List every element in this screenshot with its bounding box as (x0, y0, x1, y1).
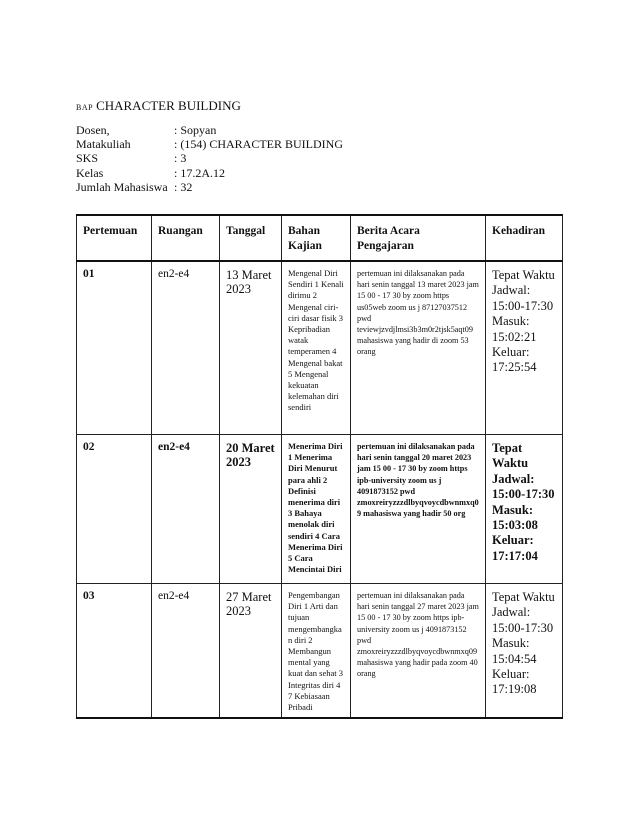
cell-berita-acara: pertemuan ini dilaksanakan pada hari senin tanggal 27 maret 2023 jam 15 00 - 17 30 by zoom https ipb-university zoom us j 4091873152 pwd zmoxreiryzzzdlbyqvoycdbwnmxq09 mahasiswa yang hadir pada zoom 40 orang (351, 584, 486, 719)
meta-value: : 17.2A.12 (174, 165, 225, 180)
meta-key: Matakuliah (76, 137, 131, 152)
header-tanggal: Tanggal (220, 215, 282, 261)
title-text: CHARACTER BUILDING (96, 98, 241, 113)
meta-value: : 32 (174, 179, 193, 194)
cell-bahan-kajian: Pengembangan Diri 1 Arti dan tujuan mengembangkan diri 2 Membangun mental yang kuat dan sehat 3 Integritas diri 4 7 Kebiasaan Pribadi (282, 584, 351, 719)
cell-tanggal: 27 Maret 2023 (220, 584, 282, 719)
cell-berita-acara: pertemuan ini dilaksanakan pada hari senin tanggal 13 maret 2023 jam 15 00 - 17 30 by zoom https us05web zoom us j 87127037512 pwd teviewjzvdjlmsi3b3m0r2tjsk5aqt09 mahasiswa yang hadir di zoom 53 orang (351, 261, 486, 435)
cell-pertemuan: 02 (77, 435, 152, 584)
meta-row-kelas (76, 166, 343, 180)
cell-ruangan: en2-e4 (152, 435, 220, 584)
meta-row-dosen (76, 123, 343, 137)
cell-bahan-kajian: Menerima Diri 1 Menerima Diri Menurut para ahli 2 Definisi menerima diri 3 Bahaya menolak diri sendiri 4 Cara Menerima Diri 5 Cara Mencintai Diri (282, 435, 351, 584)
meta-key: Dosen, (76, 123, 110, 137)
header-ruangan: Ruangan (152, 215, 220, 261)
table-row (77, 435, 563, 584)
table-row (77, 261, 563, 435)
meta-value: : Sopyan (174, 123, 217, 137)
meta-row-jumlah (76, 180, 343, 194)
meta-row-matakuliah (76, 137, 343, 151)
header-bahan-kajian: Bahan Kajian (282, 215, 351, 261)
header-kehadiran: Kehadiran (486, 215, 563, 261)
document-title (76, 98, 241, 114)
cell-kehadiran: Tepat Waktu Jadwal: 15:00-17:30 Masuk: 15:04:54 Keluar: 17:19:08 (486, 584, 563, 719)
header-berita-acara: Berita Acara Pengajaran (351, 215, 486, 261)
cell-ruangan: en2-e4 (152, 261, 220, 435)
cell-pertemuan: 01 (77, 261, 152, 435)
meta-key: Jumlah Mahasiswa (76, 179, 168, 194)
table-header-row (77, 215, 563, 261)
cell-pertemuan: 03 (77, 584, 152, 719)
cell-tanggal: 20 Maret 2023 (220, 435, 282, 584)
header-pertemuan: Pertemuan (77, 215, 152, 261)
title-prefix: BAP (76, 103, 94, 112)
cell-bahan-kajian: Mengenal Diri Sendiri 1 Kenali dirimu 2 Mengenal ciri-ciri dasar fisik 3 Kepribadian watak temperamen 4 Mengenal bakat 5 Mengenal kekuatan kelemahan diri sendiri (282, 261, 351, 435)
course-info (76, 123, 343, 194)
cell-kehadiran: Tepat Waktu Jadwal: 15:00-17:30 Masuk: 15:02:21 Keluar: 17:25:54 (486, 261, 563, 435)
meta-key: Kelas (76, 165, 104, 180)
meta-row-sks (76, 151, 343, 165)
table-row (77, 584, 563, 719)
meta-value: : 3 (174, 151, 187, 166)
cell-kehadiran: Tepat Waktu Jadwal: 15:00-17:30 Masuk: 15:03:08 Keluar: 17:17:04 (486, 435, 563, 584)
meta-key: SKS (76, 151, 99, 166)
meta-value: : (154) CHARACTER BUILDING (174, 137, 343, 152)
cell-tanggal: 13 Maret 2023 (220, 261, 282, 435)
attendance-table (76, 214, 563, 719)
cell-berita-acara: pertemuan ini dilaksanakan pada hari senin tanggal 20 maret 2023 jam 15 00 - 17 30 by zoom https ipb-university zoom us j 4091873152 pwd zmoxreiryzzzdlbyqvoycdbwnmxq09 mahasiswa yang hadir 50 org (351, 435, 486, 584)
cell-ruangan: en2-e4 (152, 584, 220, 719)
